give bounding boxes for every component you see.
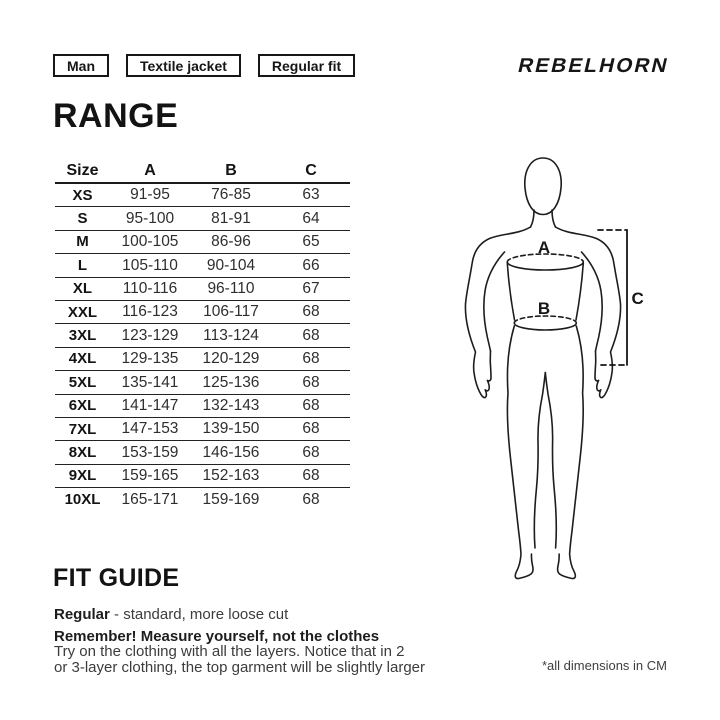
figure-neck [552,210,556,227]
chest-range-cell: 105-110 [110,254,190,277]
sleeve-cell: 63 [272,183,350,207]
product-badges [53,54,355,77]
waist-range-cell: 96-110 [190,277,272,300]
chest-range-cell: 129-135 [110,347,190,370]
brand-logo: REBELHORN [516,55,672,77]
sleeve-cell: 68 [272,300,350,323]
dimensions-footnote: *all dimensions in CM [542,658,667,673]
size-cell: XS [55,183,110,207]
table-row [55,441,350,464]
chest-dim-label: A [537,238,551,257]
table-row [55,183,350,207]
chest-range-cell: 110-116 [110,277,190,300]
figure-right-leg-inner [545,373,556,549]
waist-range-cell: 120-129 [190,347,272,370]
waist-range-cell: 81-91 [190,207,272,230]
waist-range-cell: 106-117 [190,300,272,323]
size-cell: 4XL [55,347,110,370]
fit-remember-line [54,629,425,645]
sleeve-cell: 65 [272,230,350,253]
sleeve-cell: 67 [272,277,350,300]
table-row [55,324,350,347]
size-cell: XL [55,277,110,300]
badge-gender [53,54,109,77]
figure-left-arm [465,227,530,398]
chest-range-cell: 153-159 [110,441,190,464]
table-row [55,394,350,417]
fit-regular-desc: - standard, more loose cut [114,606,289,623]
fit-guide-text [54,607,425,675]
figure-left-leg-inner [534,373,545,549]
table-row [55,347,350,370]
sleeve-cell: 68 [272,347,350,370]
sleeve-cell: 64 [272,207,350,230]
size-cell: XXL [55,300,110,323]
fit-guide-title: FIT GUIDE [53,564,180,592]
chest-range-cell: 159-165 [110,464,190,487]
table-row [55,254,350,277]
sleeve-cell: 68 [272,371,350,394]
fit-remember-bold: Remember! Measure yourself, not the clothes [54,627,380,645]
chest-range-cell: 147-153 [110,417,190,440]
figure-right-leg [558,326,584,579]
size-cell: 3XL [55,324,110,347]
figure-right-arm [556,227,621,398]
waist-range-cell: 139-150 [190,417,272,440]
chest-range-cell: 141-147 [110,394,190,417]
size-table [55,159,350,510]
size-cell: 6XL [55,394,110,417]
waist-range-cell: 125-136 [190,371,272,394]
fit-note-line2: or 3-layer clothing, the top garment will be slightly larger [54,658,426,676]
body-measurement-diagram [440,140,720,600]
waist-range-cell: 90-104 [190,254,272,277]
torso-right-side [576,263,583,320]
table-row [55,207,350,230]
waist-range-cell: 113-124 [190,324,272,347]
waist-range-cell: 76-85 [190,183,272,207]
waist-range-cell: 132-143 [190,394,272,417]
sleeve-cell: 68 [302,490,320,508]
sleeve-cell: 68 [272,324,350,347]
table-body [55,183,350,510]
table-row [55,417,350,440]
table-row [55,464,350,487]
column-header-a: A [110,159,190,183]
waist-range-cell: 146-156 [190,441,272,464]
figure-neck [531,210,535,227]
sleeve-dim-label: C [631,289,644,308]
chest-range-cell: 123-129 [110,324,190,347]
fit-regular-line [54,607,425,623]
waist-range-cell: 86-96 [190,230,272,253]
badge-fit [258,54,355,77]
badge-label: Regular fit [271,57,342,74]
fit-regular-term: Regular [54,606,110,623]
sleeve-cell: 66 [272,254,350,277]
sleeve-cell: 68 [272,417,350,440]
waist-ellipse-front [514,323,576,330]
chest-range-cell: 91-95 [110,183,190,207]
chest-ellipse-front [507,262,583,270]
table-header-row [55,159,350,183]
waist-range-cell: 152-163 [190,464,272,487]
size-cell: 8XL [55,441,110,464]
table-row [55,230,350,253]
column-header-c: C [272,159,350,183]
table-row [55,277,350,300]
figure-left-arm-inner [484,252,505,351]
table-row [55,371,350,394]
figure-right-arm-inner [582,252,603,351]
chest-range-cell: 100-105 [110,230,190,253]
table-row [55,488,350,511]
table-row [55,300,350,323]
sleeve-cell: 68 [272,394,350,417]
size-cell: 5XL [55,371,110,394]
chest-range-cell: 165-171 [121,490,179,508]
fit-note-line1: Try on the clothing with all the layers. Notice that in 2 [54,643,405,660]
size-cell: S [55,207,110,230]
product-title: RANGE [53,97,179,135]
badge-category [126,54,241,77]
waist-dim-label: B [537,299,551,318]
column-header-b: B [190,159,272,183]
figure-head [525,158,561,215]
chest-range-cell: 135-141 [110,371,190,394]
badge-label: Textile jacket [140,57,227,74]
sleeve-cell: 68 [272,441,350,464]
torso-left-side [507,263,514,320]
waist-range-cell: 159-169 [202,490,260,508]
sleeve-cell: 68 [272,464,350,487]
chest-range-cell: 95-100 [110,207,190,230]
size-cell: L [55,254,110,277]
size-cell: 7XL [55,417,110,440]
size-cell: 10XL [64,490,101,508]
size-cell: M [55,230,110,253]
column-header-size: Size [55,159,110,183]
size-cell: 9XL [55,464,110,487]
figure-left-leg [507,326,533,579]
badge-label: Man [67,57,95,74]
chest-range-cell: 116-123 [110,300,190,323]
